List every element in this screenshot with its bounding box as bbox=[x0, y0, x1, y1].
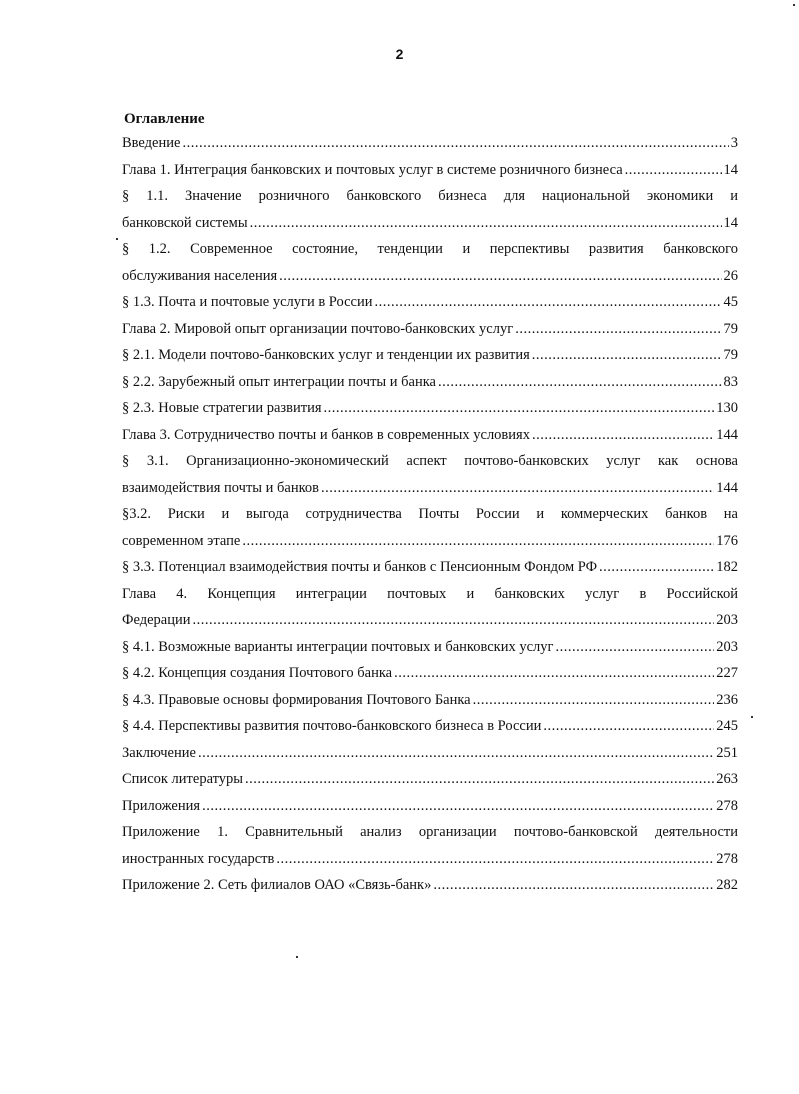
toc-entry-text: Федерации bbox=[122, 612, 191, 628]
toc-entry-text: § 4.1. Возможные варианты интеграции почтовых и банковских услуг bbox=[122, 638, 554, 655]
toc-entry-line bbox=[122, 554, 738, 581]
toc-page-number: 144 bbox=[716, 479, 738, 496]
toc-entry-line bbox=[122, 687, 738, 714]
toc-leader-dots bbox=[375, 289, 722, 316]
toc-leader-dots bbox=[532, 342, 722, 369]
toc-entry-line bbox=[122, 130, 738, 157]
toc-entry-text: Приложения bbox=[122, 797, 201, 814]
toc-page-number: 176 bbox=[716, 532, 738, 549]
toc-entry-line bbox=[122, 422, 738, 449]
toc-leader-dots bbox=[192, 607, 714, 634]
toc-leader-dots bbox=[438, 369, 722, 396]
toc-leader-dots bbox=[555, 634, 714, 661]
toc-entry-text: § 2.3. Новые стратегии развития bbox=[122, 400, 322, 416]
toc-leader-dots bbox=[276, 846, 714, 873]
toc-entry-text: § 1.3. Почта и почтовые услуги в России bbox=[122, 294, 373, 310]
toc-page-number: 83 bbox=[723, 373, 738, 390]
toc-leader-dots bbox=[625, 157, 722, 184]
toc-entry-text: § 2.1. Модели почтово-банковских услуг и тенденции их развития bbox=[122, 347, 530, 363]
toc-entry-text: Заключение bbox=[122, 744, 196, 761]
toc-entry-text: Глава 2. Мировой опыт организации почтово-банковских услуг bbox=[122, 320, 514, 337]
toc-page-number: 45 bbox=[723, 294, 738, 310]
toc-entry-line bbox=[122, 342, 738, 369]
toc-entry-text: банковской системы bbox=[122, 214, 248, 231]
toc-page-number: 278 bbox=[716, 797, 738, 814]
toc-page-number: 203 bbox=[716, 638, 738, 655]
toc-entry-text: Введение bbox=[122, 135, 181, 151]
toc-entry-line bbox=[122, 316, 738, 343]
toc-entry-text: § 4.2. Концепция создания Почтового банка bbox=[122, 665, 393, 681]
toc-leader-dots bbox=[433, 872, 714, 899]
toc-entry-text: § 4.3. Правовые основы формирования Почтового Банка bbox=[122, 691, 471, 708]
toc-page-number: 203 bbox=[716, 612, 738, 628]
toc-entry-line: §3.2. Риски и выгода сотрудничества Почты России и коммерческих банков на bbox=[122, 506, 738, 522]
toc-page-number: 79 bbox=[723, 347, 738, 363]
toc-entry-line bbox=[122, 846, 738, 873]
toc-entry-text: современном этапе bbox=[122, 532, 241, 549]
toc-page-number: 236 bbox=[716, 691, 738, 708]
toc-entry-line bbox=[122, 872, 738, 899]
toc-page-number: 3 bbox=[730, 135, 738, 151]
toc-page-number: 282 bbox=[716, 877, 738, 893]
toc-entry-text: обслуживания населения bbox=[122, 267, 278, 284]
toc-page-number: 245 bbox=[716, 718, 738, 734]
toc-leader-dots bbox=[515, 316, 721, 343]
toc-page-number: 144 bbox=[716, 426, 738, 443]
page-number: 2 bbox=[395, 46, 404, 62]
toc-leader-dots bbox=[543, 713, 714, 740]
table-of-contents bbox=[122, 130, 738, 899]
toc-page-number: 14 bbox=[723, 214, 738, 231]
toc-page-number: 14 bbox=[723, 161, 738, 178]
toc-leader-dots bbox=[599, 554, 714, 581]
toc-page-number: 263 bbox=[716, 771, 738, 787]
toc-entry-text: Глава 1. Интеграция банковских и почтовых услуг в системе розничного бизнеса bbox=[122, 161, 623, 178]
toc-entry-text: иностранных государств bbox=[122, 850, 275, 867]
toc-entry-line bbox=[122, 766, 738, 793]
toc-entry-line: Глава 4. Концепция интеграции почтовых и банковских услуг в Российской bbox=[122, 585, 738, 602]
toc-leader-dots bbox=[182, 130, 728, 157]
toc-entry-line bbox=[122, 369, 738, 396]
toc-entry-text: § 2.2. Зарубежный опыт интеграции почты и банка bbox=[122, 373, 436, 390]
toc-entry-line bbox=[122, 263, 738, 290]
toc-entry-line: § 3.1. Организационно-экономический аспект почтово-банковских услуг как основа bbox=[122, 453, 738, 469]
toc-leader-dots bbox=[394, 660, 714, 687]
toc-page-number: 182 bbox=[716, 559, 738, 575]
toc-entry-line bbox=[122, 740, 738, 767]
toc-entry-text: взаимодействия почты и банков bbox=[122, 479, 320, 496]
toc-page-number: 278 bbox=[716, 850, 738, 867]
toc-entry-text: Глава 3. Сотрудничество почты и банков в современных условиях bbox=[122, 426, 530, 443]
scan-speck bbox=[296, 956, 298, 958]
toc-entry-line bbox=[122, 660, 738, 687]
toc-leader-dots bbox=[473, 687, 715, 714]
toc-leader-dots bbox=[245, 766, 714, 793]
toc-leader-dots bbox=[250, 210, 722, 237]
toc-entry-line bbox=[122, 713, 738, 740]
toc-entry-line: § 1.2. Современное состояние, тенденции и перспективы развития банковского bbox=[122, 241, 738, 257]
toc-entry-line bbox=[122, 395, 738, 422]
toc-page-number: 251 bbox=[716, 744, 738, 761]
toc-leader-dots bbox=[242, 528, 714, 555]
scan-speck bbox=[793, 4, 795, 6]
toc-page-number: 130 bbox=[716, 400, 738, 416]
toc-entry-line bbox=[122, 157, 738, 184]
toc-entry-line bbox=[122, 210, 738, 237]
toc-entry-line bbox=[122, 607, 738, 634]
toc-entry-line bbox=[122, 475, 738, 502]
scan-speck bbox=[751, 716, 753, 718]
toc-page-number: 227 bbox=[716, 665, 738, 681]
toc-entry-line: § 1.1. Значение розничного банковского бизнеса для национальной экономики и bbox=[122, 188, 738, 204]
toc-leader-dots bbox=[321, 475, 714, 502]
toc-entry-line bbox=[122, 289, 738, 316]
toc-title: Оглавление bbox=[124, 111, 205, 127]
toc-leader-dots bbox=[324, 395, 715, 422]
toc-entry-line bbox=[122, 528, 738, 555]
scan-speck bbox=[116, 238, 118, 240]
toc-entry-line bbox=[122, 634, 738, 661]
toc-entry-text: Список литературы bbox=[122, 771, 244, 787]
toc-entry-line bbox=[122, 793, 738, 820]
toc-leader-dots bbox=[198, 740, 714, 767]
toc-entry-text: § 4.4. Перспективы развития почтово-банковского бизнеса в России bbox=[122, 718, 542, 734]
toc-entry-text: § 3.3. Потенциал взаимодействия почты и банков с Пенсионным Фондом РФ bbox=[122, 559, 598, 575]
toc-page-number: 26 bbox=[723, 267, 738, 284]
toc-leader-dots bbox=[532, 422, 714, 449]
toc-leader-dots bbox=[279, 263, 721, 290]
toc-entry-line: Приложение 1. Сравнительный анализ организации почтово-банковской деятельности bbox=[122, 824, 738, 840]
toc-entry-text: Приложение 2. Сеть филиалов ОАО «Связь-банк» bbox=[122, 877, 432, 893]
toc-page-number: 79 bbox=[723, 320, 738, 337]
toc-leader-dots bbox=[202, 793, 714, 820]
